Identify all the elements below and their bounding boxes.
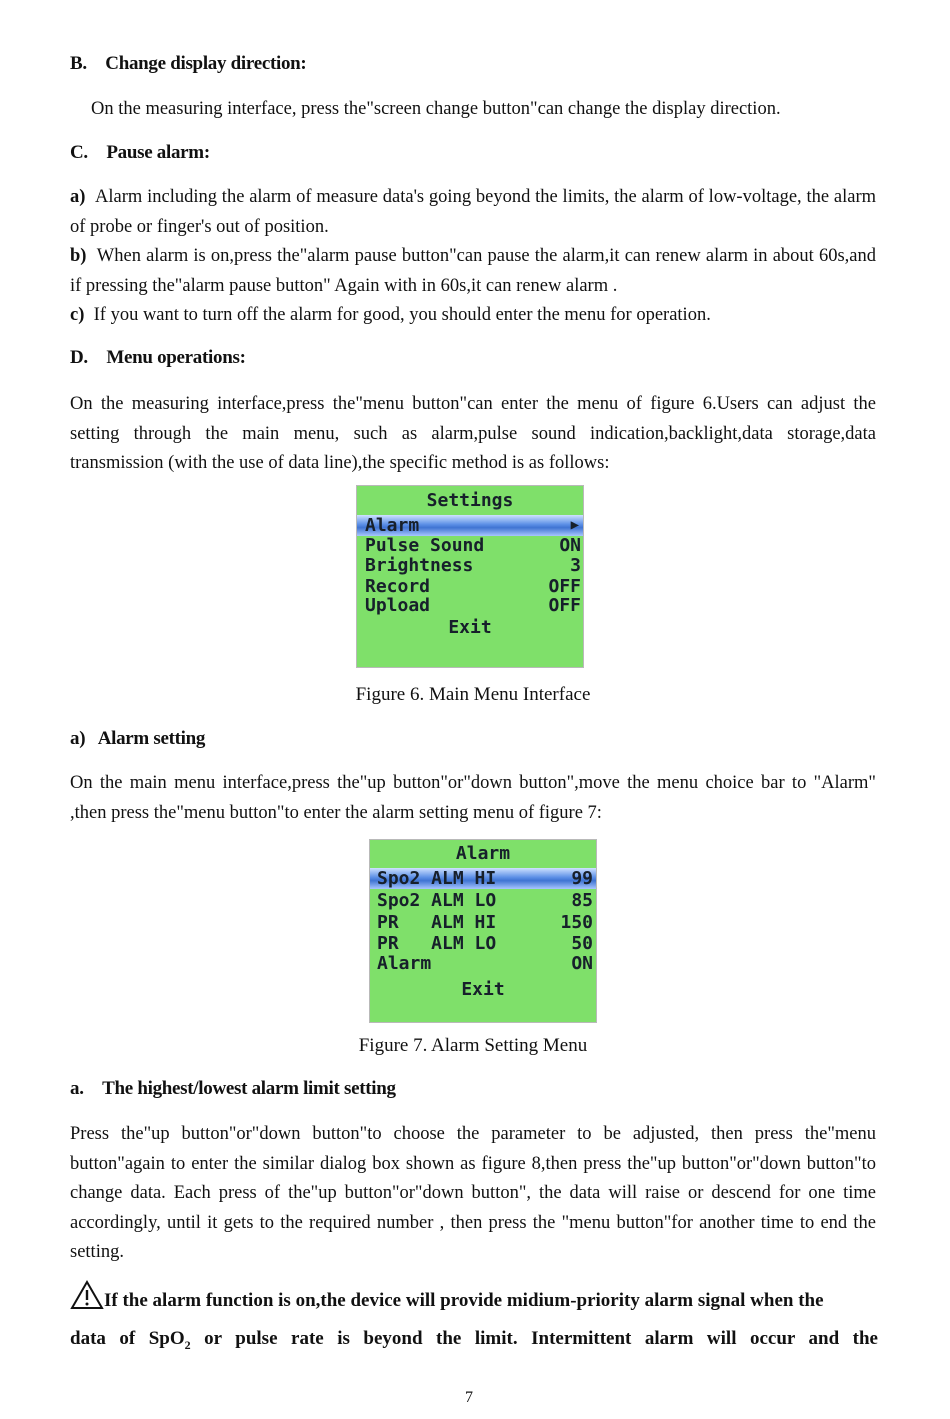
limit-setting-label: a. <box>70 1078 84 1099</box>
settings-row-label: Alarm <box>365 515 420 536</box>
alarm-setting-label: a) <box>70 728 86 749</box>
menu-operations-text: On the measuring interface,press the"menu button"can enter the menu of figure 6.Users can adjust the setting through the main menu, such as alarm,pulse sound indication,backlight,data storage,data transmission (with the use of data line),the specific method is as follows: <box>70 394 876 473</box>
settings-row-value: OFF <box>548 576 581 597</box>
settings-row-value: ON <box>559 535 581 556</box>
alarm-row-label: Spo2 ALM HI <box>377 868 497 889</box>
section-b-letter: B. <box>70 53 87 74</box>
arrow-right-icon: ▶ <box>570 517 579 533</box>
warning-text-1: If the alarm function is on,the device will provide midium-priority alarm signal when the <box>104 1290 824 1311</box>
pause-item-a <box>70 183 876 242</box>
warning-text-2b: or pulse rate is beyond the limit. Intermittent alarm will occur and the <box>190 1328 878 1349</box>
alarm-row-pr-lo <box>370 933 596 953</box>
warning-icon <box>70 1280 104 1310</box>
alarm-row-value: 99 <box>571 868 593 889</box>
section-c-letter: C. <box>70 142 88 163</box>
pause-item-b-text: When alarm is on,press the"alarm pause button"can pause the alarm,it can renew alarm in about 60s,and if pressing the"alarm pause button" Again with in 60s,it can renew alarm . <box>70 246 876 296</box>
alarm-row-value: ON <box>571 953 593 974</box>
alarm-row-label: Alarm <box>377 953 432 974</box>
alarm-row-value: 50 <box>571 933 593 954</box>
settings-row-label: Upload <box>365 595 431 616</box>
warning-subscript: 2 <box>184 1337 191 1352</box>
settings-row-upload <box>357 595 583 615</box>
warning-line-2 <box>70 1328 878 1353</box>
figure-7-caption: Figure 7. Alarm Setting Menu <box>358 1035 588 1056</box>
settings-screen <box>356 485 584 668</box>
alarm-row-value: 85 <box>571 890 593 911</box>
display-direction-text: On the measuring interface, press the"screen change button"can change the display direction. <box>91 99 781 119</box>
settings-exit: Exit <box>448 617 492 638</box>
pause-item-b <box>70 242 876 301</box>
alarm-screen <box>369 839 597 1023</box>
section-c-title: Pause alarm: <box>106 142 210 163</box>
pause-item-c-text: If you want to turn off the alarm for good, you should enter the menu for operation. <box>93 305 711 325</box>
alarm-screen-title: Alarm <box>455 843 511 864</box>
limit-setting-text: Press the"up button"or"down button"to choose the parameter to be adjusted, then press the"menu button"again to enter the similar dialog box shown as figure 8,then press the"up button"or"down button"to change data. Each press of the"up button"or"down button", the data will raise or descend for one time accordingly, until it gets to the required number , then press the "menu button"for another time to end the setting. <box>70 1124 876 1262</box>
section-b-heading <box>70 53 306 75</box>
settings-row-value: 3 <box>570 555 581 576</box>
alarm-row-pr-hi <box>370 912 596 932</box>
pause-item-c <box>70 301 876 331</box>
settings-row-alarm <box>357 515 583 536</box>
settings-row-value: OFF <box>548 595 581 616</box>
alarm-row-label: PR ALM LO <box>377 933 497 954</box>
alarm-row-alarm <box>370 953 596 973</box>
alarm-setting-heading <box>70 728 205 750</box>
settings-row-record <box>357 576 583 596</box>
page-number: 7 <box>465 1389 473 1406</box>
alarm-setting-text: On the main menu interface,press the"up button"or"down button",move the menu choice bar to "Alarm" ,then press the"menu button"to enter the alarm setting menu of figure 7: <box>70 773 876 823</box>
section-d-heading <box>70 347 246 369</box>
figure-6-caption: Figure 6. Main Menu Interface <box>355 684 591 705</box>
limit-setting-heading <box>70 1078 396 1100</box>
alarm-row-spo2-lo <box>370 890 596 910</box>
alarm-row-label: PR ALM HI <box>377 912 497 933</box>
alarm-exit: Exit <box>461 979 505 1000</box>
warning-line-1 <box>70 1280 878 1312</box>
section-d-title: Menu operations: <box>106 347 246 368</box>
settings-row-brightness <box>357 555 583 575</box>
section-d-letter: D. <box>70 347 88 368</box>
section-c-heading <box>70 142 210 164</box>
settings-screen-title: Settings <box>426 490 514 511</box>
settings-row-label: Record <box>365 576 431 597</box>
pause-item-a-text: Alarm including the alarm of measure data's going beyond the limits, the alarm of low-voltage, the alarm of probe or finger's out of position. <box>70 187 876 237</box>
pause-item-c-label: c) <box>70 305 85 325</box>
alarm-row-label: Spo2 ALM LO <box>377 890 497 911</box>
settings-row-label: Pulse Sound <box>365 535 485 556</box>
alarm-row-value: 150 <box>560 912 593 933</box>
alarm-setting-title: Alarm setting <box>97 728 206 749</box>
warning-text-2a: data of SpO <box>70 1328 185 1349</box>
pause-item-b-label: b) <box>70 246 87 266</box>
limit-setting-title: The highest/lowest alarm limit setting <box>102 1078 396 1099</box>
section-b-title: Change display direction: <box>105 53 307 74</box>
alarm-row-spo2-hi <box>370 868 596 889</box>
pause-item-a-label: a) <box>70 187 86 207</box>
settings-row-label: Brightness <box>365 555 474 576</box>
settings-row-pulse-sound <box>357 535 583 555</box>
